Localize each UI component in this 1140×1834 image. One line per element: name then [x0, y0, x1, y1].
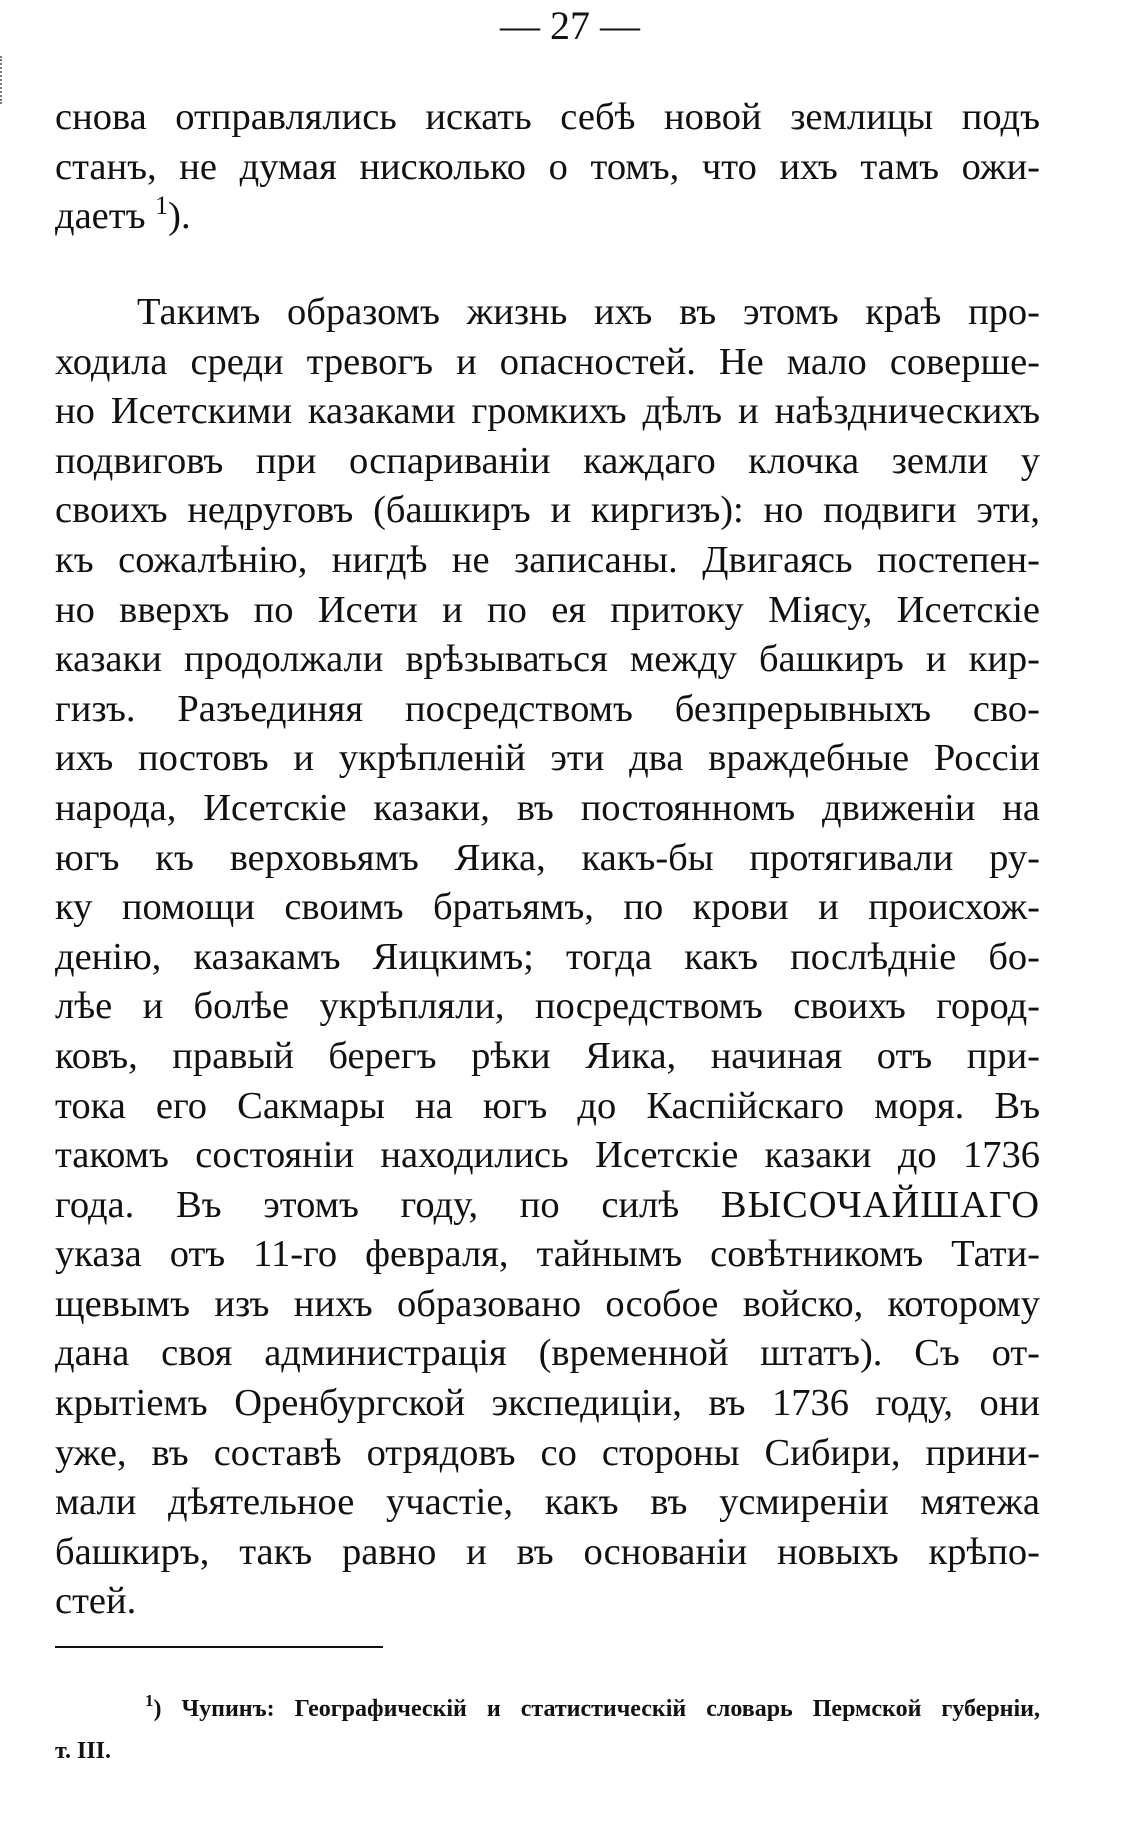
- footnote-line: т. III.: [55, 1738, 112, 1764]
- text-line: снова отправлялись искать себѣ новой землицы подъ: [55, 96, 1040, 138]
- text-fragment: ).: [168, 195, 191, 238]
- text-fragment: года. Въ этомъ году, по силѣ: [55, 1183, 680, 1226]
- emphasized-caps-word: ВЫСОЧАЙШАГО: [720, 1183, 1040, 1226]
- text-line: но вверхъ по Исети и по ея притоку Міясу, Исетскіе: [55, 588, 1040, 631]
- footnote: [55, 1688, 1040, 1772]
- text-line: казаки продолжали врѣзываться между башкиръ и кир-: [55, 638, 1040, 681]
- text-line: башкиръ, такъ равно и въ основаніи новыхъ крѣпо-: [55, 1530, 1040, 1573]
- page-number: — 27 —: [500, 3, 640, 48]
- text-line: стей.: [55, 1580, 137, 1623]
- text-line: мали дѣятельное участіе, какъ въ усмиреніи мятежа: [55, 1481, 1040, 1524]
- text-line: [55, 1181, 1040, 1231]
- text-line: лѣе и болѣе укрѣпляли, посредствомъ своихъ город-: [55, 985, 1040, 1028]
- text-line: Такимъ образомъ жизнь ихъ въ этомъ краѣ про-: [137, 291, 1040, 333]
- footnote-line: [55, 1688, 1040, 1730]
- paragraph-1: [55, 93, 1040, 242]
- text-line: ходила среди тревогъ и опасностей. Не мало соверше-: [55, 340, 1040, 383]
- text-fragment: даетъ: [55, 195, 146, 238]
- scan-edge-mark: [0, 56, 8, 104]
- text-line: указа отъ 11-го февраля, тайнымъ совѣтникомъ Тати-: [55, 1233, 1040, 1276]
- text-line: [55, 192, 1040, 242]
- text-line: ку помощи своимъ братьямъ, по крови и происхож-: [55, 886, 1040, 929]
- footnote-reference[interactable]: 1: [155, 191, 169, 221]
- paragraph-2: [55, 288, 1040, 1627]
- footnote-marker: 1: [145, 1691, 154, 1710]
- text-line: къ сожалѣнію, нигдѣ не записаны. Двигаясь постепен-: [55, 538, 1040, 581]
- text-line: тока его Сакмары на югъ до Каспійскаго моря. Въ: [55, 1084, 1040, 1127]
- text-line: дана своя администрація (временной штатъ). Съ от-: [55, 1332, 1040, 1375]
- footnote-marker-close: ): [153, 1696, 162, 1722]
- text-line: своихъ недруговъ (башкиръ и киргизъ): но подвиги эти,: [55, 489, 1040, 532]
- text-line: денію, казакамъ Яицкимъ; тогда какъ послѣдніе бо-: [55, 935, 1040, 978]
- text-line: югъ къ верховьямъ Яика, какъ-бы протягивали ру-: [55, 836, 1040, 879]
- footnote-text: Чупинъ: Географическій и статистическій словарь Пермской губерніи,: [181, 1696, 1041, 1722]
- text-line: но Исетскими казаками громкихъ дѣлъ и наѣздническихъ: [55, 390, 1040, 433]
- text-line: станъ, не думая нисколько о томъ, что ихъ тамъ ожи-: [55, 145, 1040, 188]
- text-line: ихъ постовъ и укрѣпленій эти два враждебные Россіи: [55, 737, 1040, 780]
- text-line: ковъ, правый берегъ рѣки Яика, начиная отъ при-: [55, 1034, 1040, 1077]
- text-line: гизъ. Разъединяя посредствомъ безпрерывныхъ сво-: [55, 687, 1040, 730]
- text-line: народа, Исетскіе казаки, въ постоянномъ движеніи на: [55, 786, 1040, 829]
- text-line: такомъ состояніи находились Исетскіе казаки до 1736: [55, 1134, 1040, 1177]
- text-line: щевымъ изъ нихъ образовано особое войско, которому: [55, 1282, 1040, 1325]
- text-line: уже, въ составѣ отрядовъ со стороны Сибири, прини-: [55, 1431, 1040, 1474]
- footnote-divider: [55, 1646, 383, 1648]
- text-line: крытіемъ Оренбургской экспедиціи, въ 1736 году, они: [55, 1382, 1040, 1425]
- text-line: подвиговъ при оспариваніи каждаго клочка земли у: [55, 439, 1040, 482]
